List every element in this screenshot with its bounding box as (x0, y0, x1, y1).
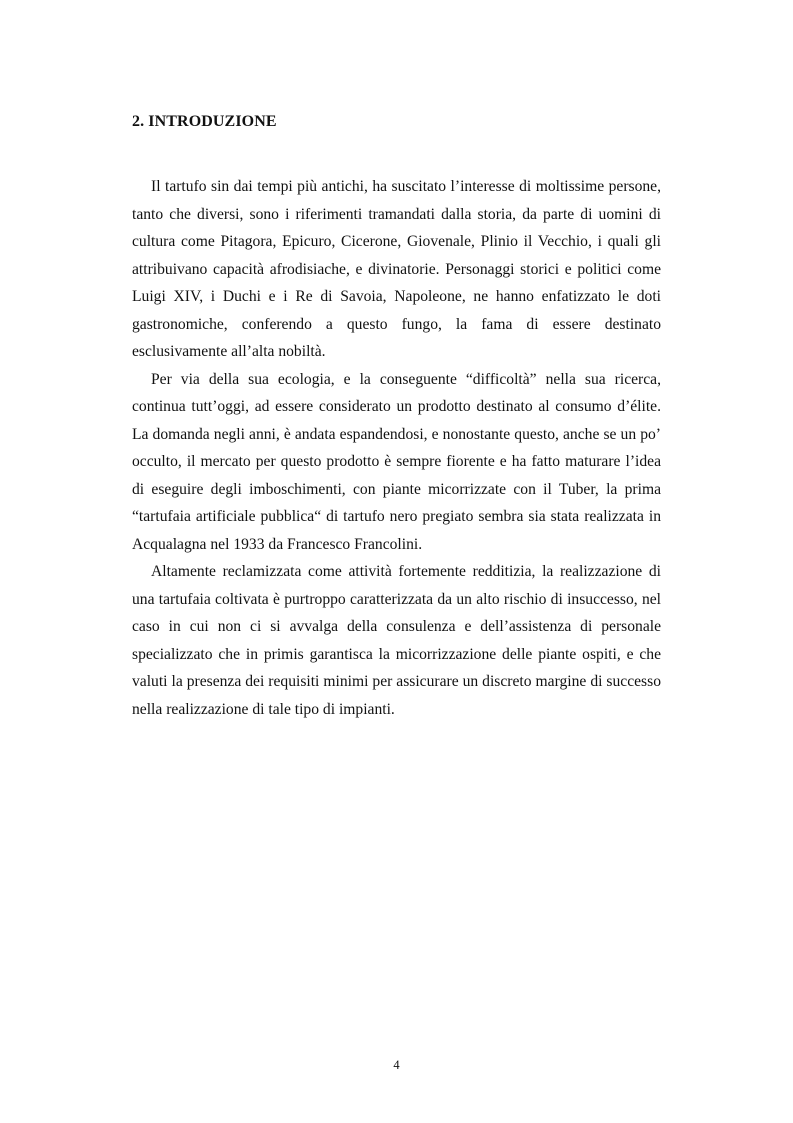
paragraph: Per via della sua ecologia, e la conseguente “difficoltà” nella sua ricerca, continua tutt’oggi, ad essere considerato un prodotto destinato al consumo d’élite. La domanda negli anni, è andata espandendosi, e nonostante questo, anche se un po’ occulto, il mercato per questo prodotto è sempre fiorente e ha fatto maturare l’idea di eseguire degli imboschimenti, con piante micorrizzate con il Tuber, la prima “tartufaia artificiale pubblica“ di tartufo nero pregiato sembra sia stata realizzata in Acqualagna nel 1933 da Francesco Francolini. (132, 370, 661, 553)
section-heading: 2. INTRODUZIONE (132, 113, 277, 130)
paragraph: Il tartufo sin dai tempi più antichi, ha suscitato l’interesse di moltissime persone, tanto che diversi, sono i riferimenti tramandati dalla storia, da parte di uomini di cultura come Pitagora, Epicuro, Cicerone, Giovenale, Plinio il Vecchio, i quali gli attribuivano capacità afrodisiache, e divinatorie. Personaggi storici e politici come Luigi XIV, i Duchi e i Re di Savoia, Napoleone, ne hanno enfatizzato le doti gastronomiche, conferendo a questo fungo, la fama di essere destinato esclusivamente all’alta nobiltà. (132, 178, 661, 360)
page-number: 4 (393, 1058, 400, 1072)
paragraph: Altamente reclamizzata come attività fortemente redditizia, la realizzazione di una tartufaia coltivata è purtroppo caratterizzata da un alto rischio di insuccesso, nel caso in cui non ci si avvalga della consulenza e dell’assistenza di personale specializzato che in primis garantisca la micorrizzazione delle piante ospiti, e che valuti la presenza dei requisiti minimi per assicurare un discreto margine di successo nella realizzazione di tale tipo di impianti. (132, 563, 661, 718)
body-text (132, 173, 661, 723)
